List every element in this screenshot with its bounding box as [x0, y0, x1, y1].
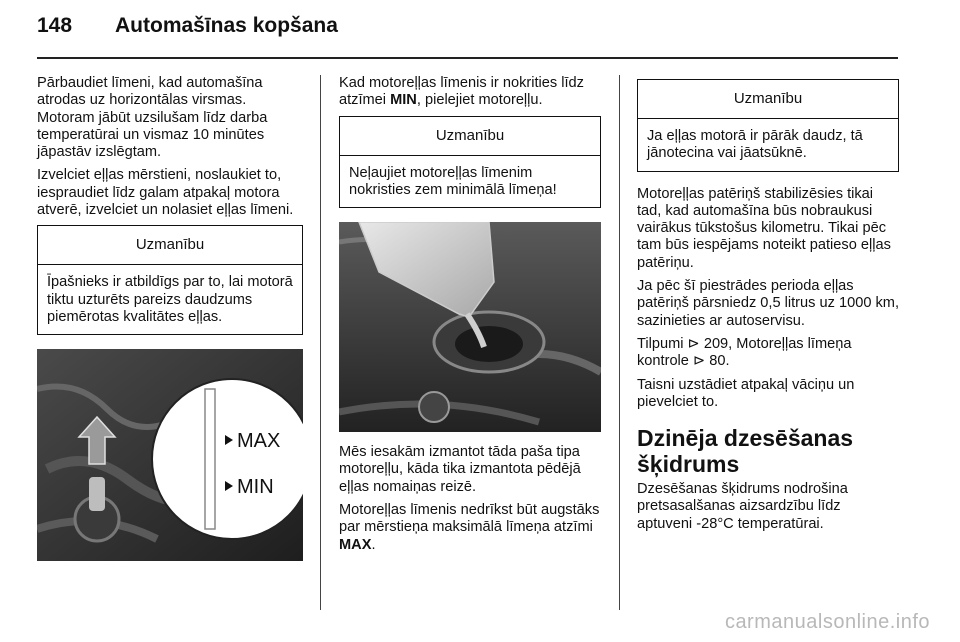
paragraph-same-oil: Mēs iesakām izmantot tāda paša tipa motoreļļu, kāda tika izmantota pēdējā eļļas nomaiņas reizē.	[339, 444, 581, 495]
paragraph-coolant: Dzesēšanas šķidrums nodrošina pretsasalšanas aizsardzību līdz aptuveni -28°C temperatūrai.	[637, 481, 848, 532]
warning-box-min-level	[339, 116, 601, 209]
paragraph-dipstick: Izvelciet eļļas mērstieni, noslaukiet to, iespraudiet līdz galam atpakaļ motora atverē, izvelciet un nolasiet eļļas līmeni.	[37, 167, 294, 219]
paragraph-references: Tilpumi ⊳ 209, Motoreļļas līmeņa kontrole ⊳ 80.	[637, 335, 852, 370]
paragraph-max-level: Motoreļļas līmenis nedrīkst būt augstāks par mērstieņa maksimālā līmeņa atzīmi MAX.	[339, 502, 600, 553]
watermark: carmanualsonline.info	[724, 611, 930, 633]
paragraph-check-level: Pārbaudiet līmeni, kad automašīna atrodas uz horizontālas virsmas. Motoram jābūt uzsilušam līdz darba temperatūrai un vismaz 10 minūtes jāpastāv izslēgtam.	[37, 75, 268, 161]
header-divider	[37, 57, 898, 59]
warning-body: Neļaujiet motoreļļas līmenim nokristies zem minimālā līmeņa!	[349, 164, 557, 198]
warning-box-owner	[37, 225, 303, 335]
warning-body: Ja eļļas motorā ir pārāk daudz, tā jānotecina vai jāatsūknē.	[647, 128, 863, 162]
column-2	[339, 75, 601, 560]
oil-pouring-illustration	[339, 222, 601, 432]
warning-title: Uzmanību	[38, 226, 302, 265]
warning-title: Uzmanību	[340, 117, 600, 156]
page-number: 148	[37, 14, 73, 37]
max-term: MAX	[339, 536, 372, 553]
warning-body: Īpašnieks ir atbildīgs par to, lai motorā tiktu uzturēts pareizs daudzums piemērotas kvalitātes eļļas.	[47, 274, 293, 325]
column-divider-2	[619, 75, 620, 610]
dipstick-illustration	[37, 349, 303, 561]
paragraph-consumption: Motoreļļas patēriņš stabilizēsies tikai tad, kad automašīna būs nobraukusi vairākus tūkstošus kilometru. Tikai pēc tam būs iespējams noteikt patieso eļļas patēriņu.	[637, 185, 891, 271]
min-term: MIN	[390, 92, 417, 109]
page-title: Automašīnas kopšana	[115, 14, 338, 37]
max-mark-label: MAX	[237, 430, 281, 453]
page-header	[37, 14, 338, 38]
dipstick-zoom-circle	[152, 379, 303, 539]
paragraph-cap: Taisni uzstādiet atpakaļ vāciņu un pievelciet to.	[637, 376, 855, 410]
column-divider-1	[320, 75, 321, 610]
column-1	[37, 75, 303, 561]
section-heading-coolant: Dzinēja dzesēšanas šķidrums	[637, 425, 854, 478]
warning-title: Uzmanību	[638, 80, 898, 119]
warning-box-too-much-oil	[637, 79, 899, 172]
min-mark-label: MIN	[237, 476, 274, 499]
paragraph-service: Ja pēc šī piestrādes perioda eļļas patēriņš pārsniedz 0,5 litrus uz 1000 km, sazinieties ar autoservisu.	[637, 278, 900, 329]
column-3	[637, 75, 899, 539]
paragraph-top-up: Kad motoreļļas līmenis ir nokrities līdz atzīmei MIN, pielejiet motoreļļu.	[339, 75, 584, 109]
